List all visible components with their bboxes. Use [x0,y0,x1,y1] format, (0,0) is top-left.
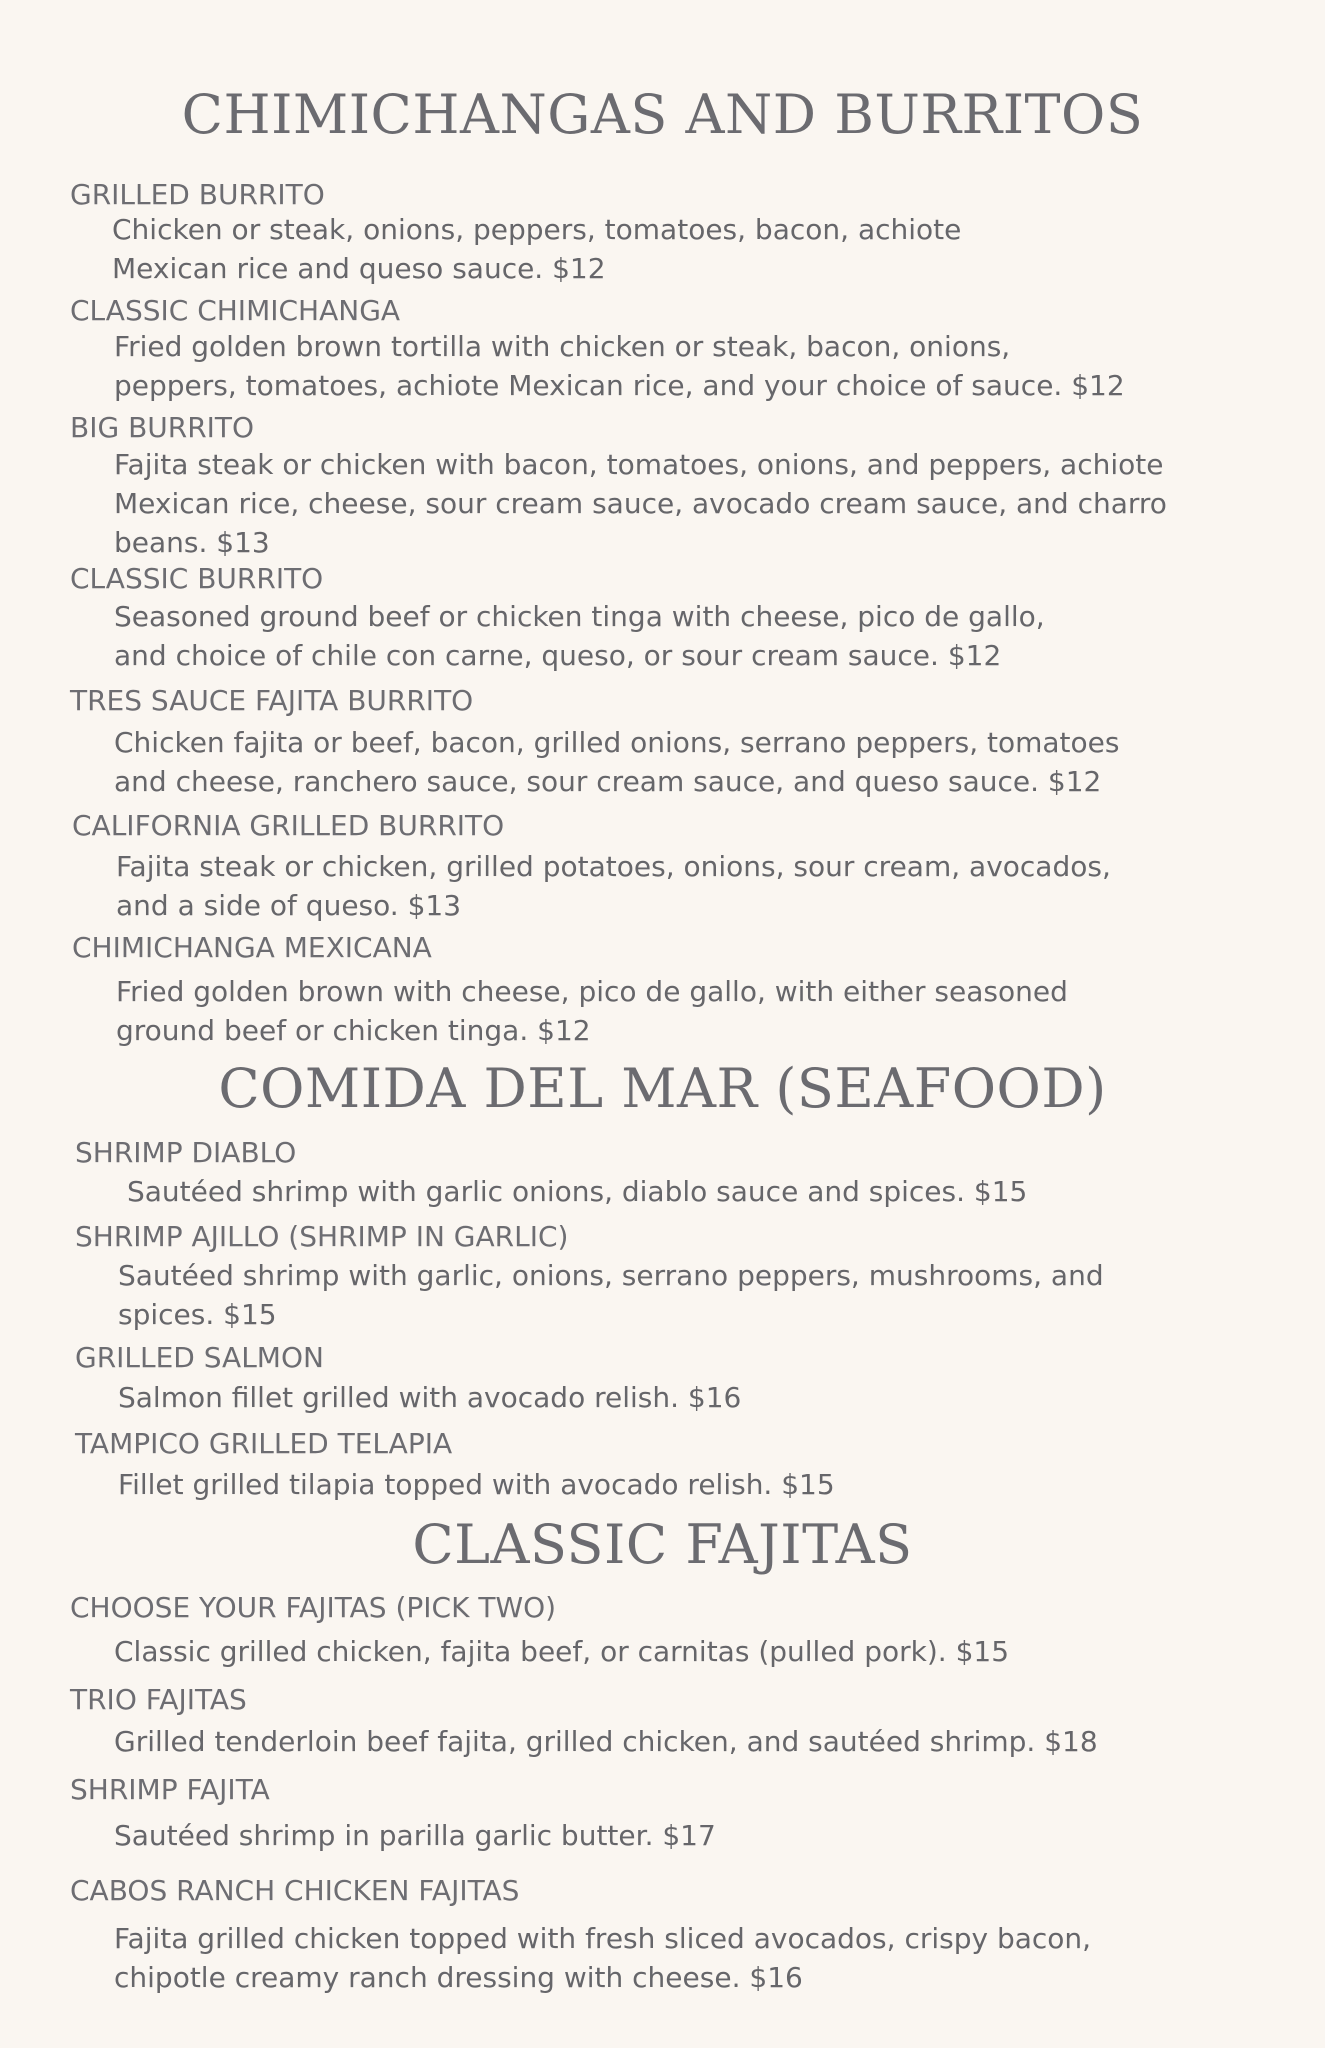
item-desc-california-grilled-burrito [116,847,1111,925]
item-name-classic-burrito: CLASSIC BURRITO [70,562,324,595]
item-name-choose-your-fajitas: CHOOSE YOUR FAJITAS (PICK TWO) [70,1591,557,1624]
item-name-california-grilled-burrito: CALIFORNIA GRILLED BURRITO [72,809,505,842]
item-desc-big-burrito [114,445,1167,562]
item-desc-chimichanga-mexicana [116,972,1068,1050]
item-name-shrimp-fajita: SHRIMP FAJITA [70,1773,270,1806]
section-title-classic-fajitas: CLASSIC FAJITAS [412,1513,913,1576]
item-desc-line: beans. $13 [114,526,270,559]
item-desc-line: Chicken or steak, onions, peppers, tomatoes, bacon, achiote [112,213,962,246]
item-desc-cabos-ranch-chicken-fajitas [114,1919,1091,1997]
item-desc-line: Grilled tenderloin beef fajita, grilled chicken, and sautéed shrimp. $18 [114,1725,1098,1758]
item-desc-classic-chimichanga [114,327,1125,405]
item-name-grilled-salmon: GRILLED SALMON [75,1341,324,1374]
item-name-big-burrito: BIG BURRITO [70,411,255,444]
item-desc-classic-burrito [114,597,1045,675]
item-desc-line: Salmon fillet grilled with avocado relish. $16 [118,1381,742,1414]
section-title-seafood: COMIDA DEL MAR (SEAFOOD) [218,1057,1107,1120]
section-title-chimichangas-burritos: CHIMICHANGAS AND BURRITOS [181,83,1144,146]
item-desc-trio-fajitas [114,1722,1098,1761]
item-name-shrimp-diablo: SHRIMP DIABLO [75,1136,297,1169]
item-desc-line: ground beef or chicken tinga. $12 [116,1014,591,1047]
item-desc-line: Classic grilled chicken, fajita beef, or carnitas (pulled pork). $15 [114,1635,1010,1668]
item-name-trio-fajitas: TRIO FAJITAS [70,1683,247,1716]
item-desc-line: Sautéed shrimp with garlic onions, diablo sauce and spices. $15 [127,1175,1028,1208]
item-desc-line: and cheese, ranchero sauce, sour cream sauce, and queso sauce. $12 [114,765,1102,798]
item-desc-grilled-burrito [112,210,961,288]
item-desc-line: and a side of queso. $13 [116,889,462,922]
item-desc-line: Fillet grilled tilapia topped with avocado relish. $15 [118,1468,835,1501]
item-desc-line: Mexican rice, cheese, sour cream sauce, avocado cream sauce, and charro [114,487,1167,520]
item-desc-line: Sautéed shrimp in parilla garlic butter. $17 [114,1819,716,1852]
item-desc-shrimp-ajillo [118,1256,1104,1334]
item-name-shrimp-ajillo: SHRIMP AJILLO (SHRIMP IN GARLIC) [75,1220,569,1253]
item-name-tampico-grilled-telapia: TAMPICO GRILLED TELAPIA [75,1427,453,1460]
item-desc-line: chipotle creamy ranch dressing with cheese. $16 [114,1961,803,1994]
item-desc-line: Fried golden brown with cheese, pico de gallo, with either seasoned [116,975,1068,1008]
item-desc-line: Fried golden brown tortilla with chicken or steak, bacon, onions, [114,330,1011,363]
item-name-classic-chimichanga: CLASSIC CHIMICHANGA [70,294,401,327]
item-desc-tampico-grilled-telapia [118,1465,835,1504]
item-name-cabos-ranch-chicken-fajitas: CABOS RANCH CHICKEN FAJITAS [70,1874,520,1907]
item-desc-line: peppers, tomatoes, achiote Mexican rice, and your choice of sauce. $12 [114,369,1125,402]
item-name-chimichanga-mexicana: CHIMICHANGA MEXICANA [72,931,432,964]
item-desc-shrimp-diablo [127,1172,1027,1211]
item-desc-line: Mexican rice and queso sauce. $12 [112,252,606,285]
item-desc-line: and choice of chile con carne, queso, or sour cream sauce. $12 [114,639,1002,672]
item-desc-line: Fajita steak or chicken with bacon, tomatoes, onions, and peppers, achiote [114,448,1164,481]
item-name-tres-sauce-fajita-burrito: TRES SAUCE FAJITA BURRITO [70,684,474,717]
item-desc-line: Chicken fajita or beef, bacon, grilled onions, serrano peppers, tomatoes [114,726,1120,759]
item-desc-line: Sautéed shrimp with garlic, onions, serrano peppers, mushrooms, and [118,1259,1104,1292]
item-desc-shrimp-fajita [114,1816,716,1855]
item-desc-line: spices. $15 [118,1298,277,1331]
item-desc-tres-sauce-fajita-burrito [114,723,1119,801]
item-desc-line: Seasoned ground beef or chicken tinga with cheese, pico de gallo, [114,600,1045,633]
item-desc-line: Fajita grilled chicken topped with fresh sliced avocados, crispy bacon, [114,1922,1092,1955]
item-desc-line: Fajita steak or chicken, grilled potatoes, onions, sour cream, avocados, [116,850,1111,883]
item-name-grilled-burrito: GRILLED BURRITO [70,178,325,211]
item-desc-choose-your-fajitas [114,1632,1009,1671]
item-desc-grilled-salmon [118,1378,741,1417]
